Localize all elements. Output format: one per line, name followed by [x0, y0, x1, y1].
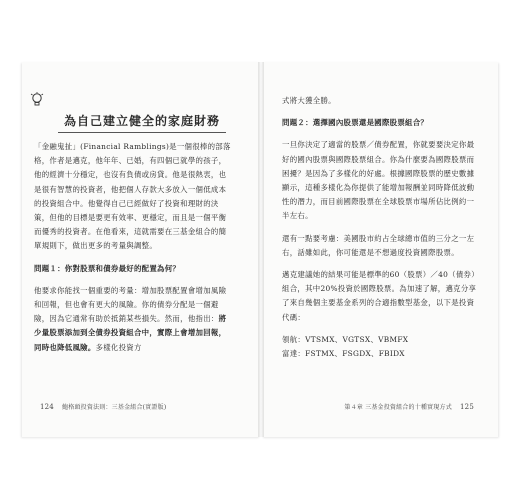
lightbulb-icon — [30, 92, 44, 108]
fund-line: 領航：VTSMX、VGTSX、VBMFX 富達：FSTMX、FSGDX、FBIDX — [282, 334, 409, 359]
running-title: 第４章 三基金投資組合的十種實現方式 — [344, 404, 452, 411]
right-footer — [0, 402, 480, 411]
title-underline — [58, 132, 226, 133]
question-2-heading: 問題２：選擇國內股票還是國際股票組合？ — [282, 118, 429, 128]
book-gutter — [258, 62, 264, 437]
fund-family-name: 富達 — [282, 349, 298, 359]
question-1-text: 他要求你能找一個重要的考量：增加股票配置會增加風險和回報，但也會有更大的風險。你的債券分配是一個避險，因為它通常有助於抵銷某些損失。然而，他指出： — [34, 285, 227, 324]
running-title: 鮑格頭投資法則：三基金組合(實證版) — [62, 404, 167, 411]
right-body — [282, 94, 480, 369]
question-1-bold: 將少量股票添加到全債券投資組合中，實際上會增加回報，同時也降低風險。 — [34, 314, 227, 352]
fund-codes: VTSMX、VGTSX、VBMFX — [305, 334, 409, 344]
question-2-body: 一旦你決定了適當的股票／債券配置，你就要要決定你最好的國內股票與國際股票組合。你為什麼要為國際股票而困擾？是因為了多樣化的好處。根據國際股票的歷史數據顯示，這種多樣化為你提供了能增加報酬並同時降低波動性的潛力，而目前國際股票在全球股票市場所佔比例約一半左右。 — [282, 140, 475, 221]
left-body — [34, 140, 232, 363]
paragraph-3: 邁克建議她的結果可能是標準的60（股票）／40（債券）組合，其中20%投資於國際股票。為加速了解，邁克分享了來自幾個主要基金系列的合適指數型基金，以下是投資代碼： — [282, 270, 479, 322]
paragraph-2: 還有一點要考慮：美國股市約占全球總市值的三分之一左右，話雖如此，你可能還是不想過度投資國際股票。 — [282, 233, 475, 257]
question-1-body — [34, 284, 232, 355]
page-number: 124 — [40, 403, 54, 411]
page-number: 125 — [460, 403, 474, 411]
page-title: 為自己建立健全的家庭財務 — [63, 114, 220, 128]
intro-paragraph: 「金融鬼扯」(Financial Ramblings)是一個很棒的部落格，作者是邁克，他年年、已婚，有四個已就學的孩子，他的經濟十分穩定，也沒有負債或房貸。他是很熱衷，也是很有智慧的投資者，他把個人存款大多放入一個低成本的投資組合中。他覺得自己已經做好了投資和理財的決策，但他的目標是要更有效率、更穩定，而且是一個平衡而優秀的投資者。在他看來，這就需要在三基金組合的簡單規則下，做出更多的考量與調整。 — [34, 142, 231, 251]
carryover-line: 式將大獲全勝。 — [282, 96, 336, 105]
question-1-tail: 多樣化投資方 — [95, 342, 142, 352]
fund-codes: FSTMX、FSGDX、FBIDX — [305, 349, 405, 359]
fund-family-name: 領航 — [282, 334, 298, 344]
question-1-heading: 問題１：你對股票和債券最好的配置為何？ — [34, 263, 181, 273]
